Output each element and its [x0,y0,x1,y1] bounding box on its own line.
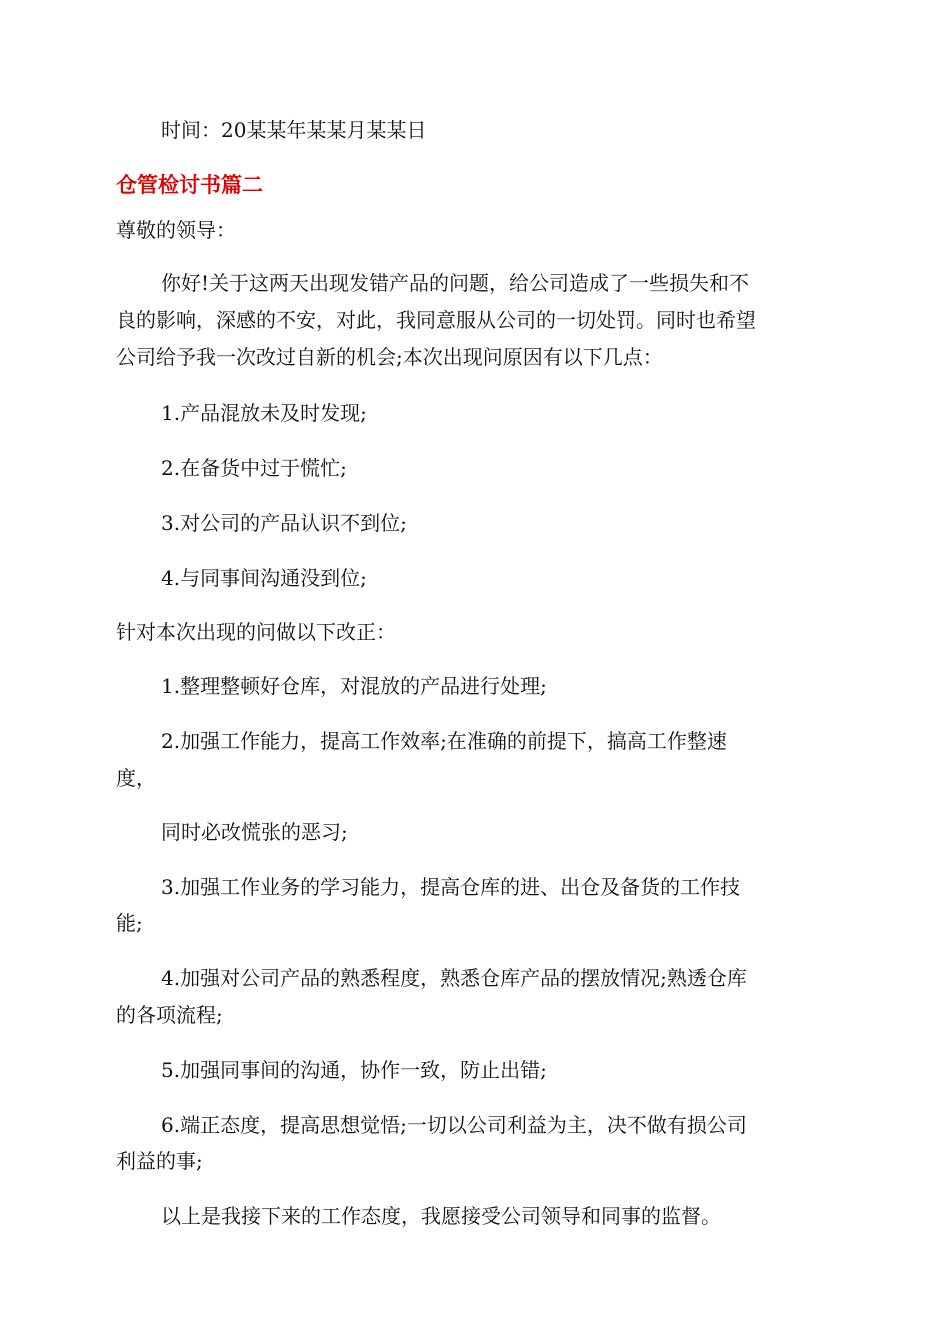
improvement-item-continued: 的各项流程; [116,1003,223,1027]
improvement-item-continued: 利益的事; [116,1149,203,1173]
improvement-item: 1.整理整顿好仓库，对混放的产品进行处理; [161,674,547,698]
improvement-item-continued: 度， [116,766,156,790]
reason-item: 1.产品混放未及时发现; [161,401,367,425]
salutation: 尊敬的领导： [116,218,236,242]
closing-line: 以上是我接下来的工作态度，我愿接受公司领导和同事的监督。 [161,1204,721,1228]
improvement-item-continued: 能; [116,911,143,935]
date-line: 时间：20某某年某某月某某日 [161,118,427,142]
improvement-item: 6.端正态度，提高思想觉悟;一切以公司利益为主，决不做有损公司 [161,1113,747,1137]
reason-item: 3.对公司的产品认识不到位; [161,511,407,535]
improvement-item: 3.加强工作业务的学习能力，提高仓库的进、出仓及备货的工作技 [161,875,741,899]
improvement-item: 5.加强同事间的沟通，协作一致，防止出错; [161,1058,547,1082]
improvement-item: 4.加强对公司产品的熟悉程度，熟悉仓库产品的摆放情况;熟透仓库 [161,966,747,990]
intro-line: 公司给予我一次改过自新的机会;本次出现问原因有以下几点： [116,345,663,369]
improvement-item: 2.加强工作能力，提高工作效率;在准确的前提下，搞高工作整速 [161,729,727,753]
section-heading: 仓管检讨书篇二 [116,173,263,197]
reason-item: 2.在备货中过于慌忙; [161,456,347,480]
improvement-item-continued: 同时必改慌张的恶习; [161,820,348,844]
improve-intro: 针对本次出现的问做以下改正： [116,620,396,644]
intro-line: 良的影响，深感的不安，对此，我同意服从公司的一切处罚。同时也希望 [116,308,756,332]
reason-item: 4.与同事间沟通没到位; [161,566,367,590]
intro-line: 你好!关于这两天出现发错产品的问题，给公司造成了一些损失和不 [161,271,750,295]
